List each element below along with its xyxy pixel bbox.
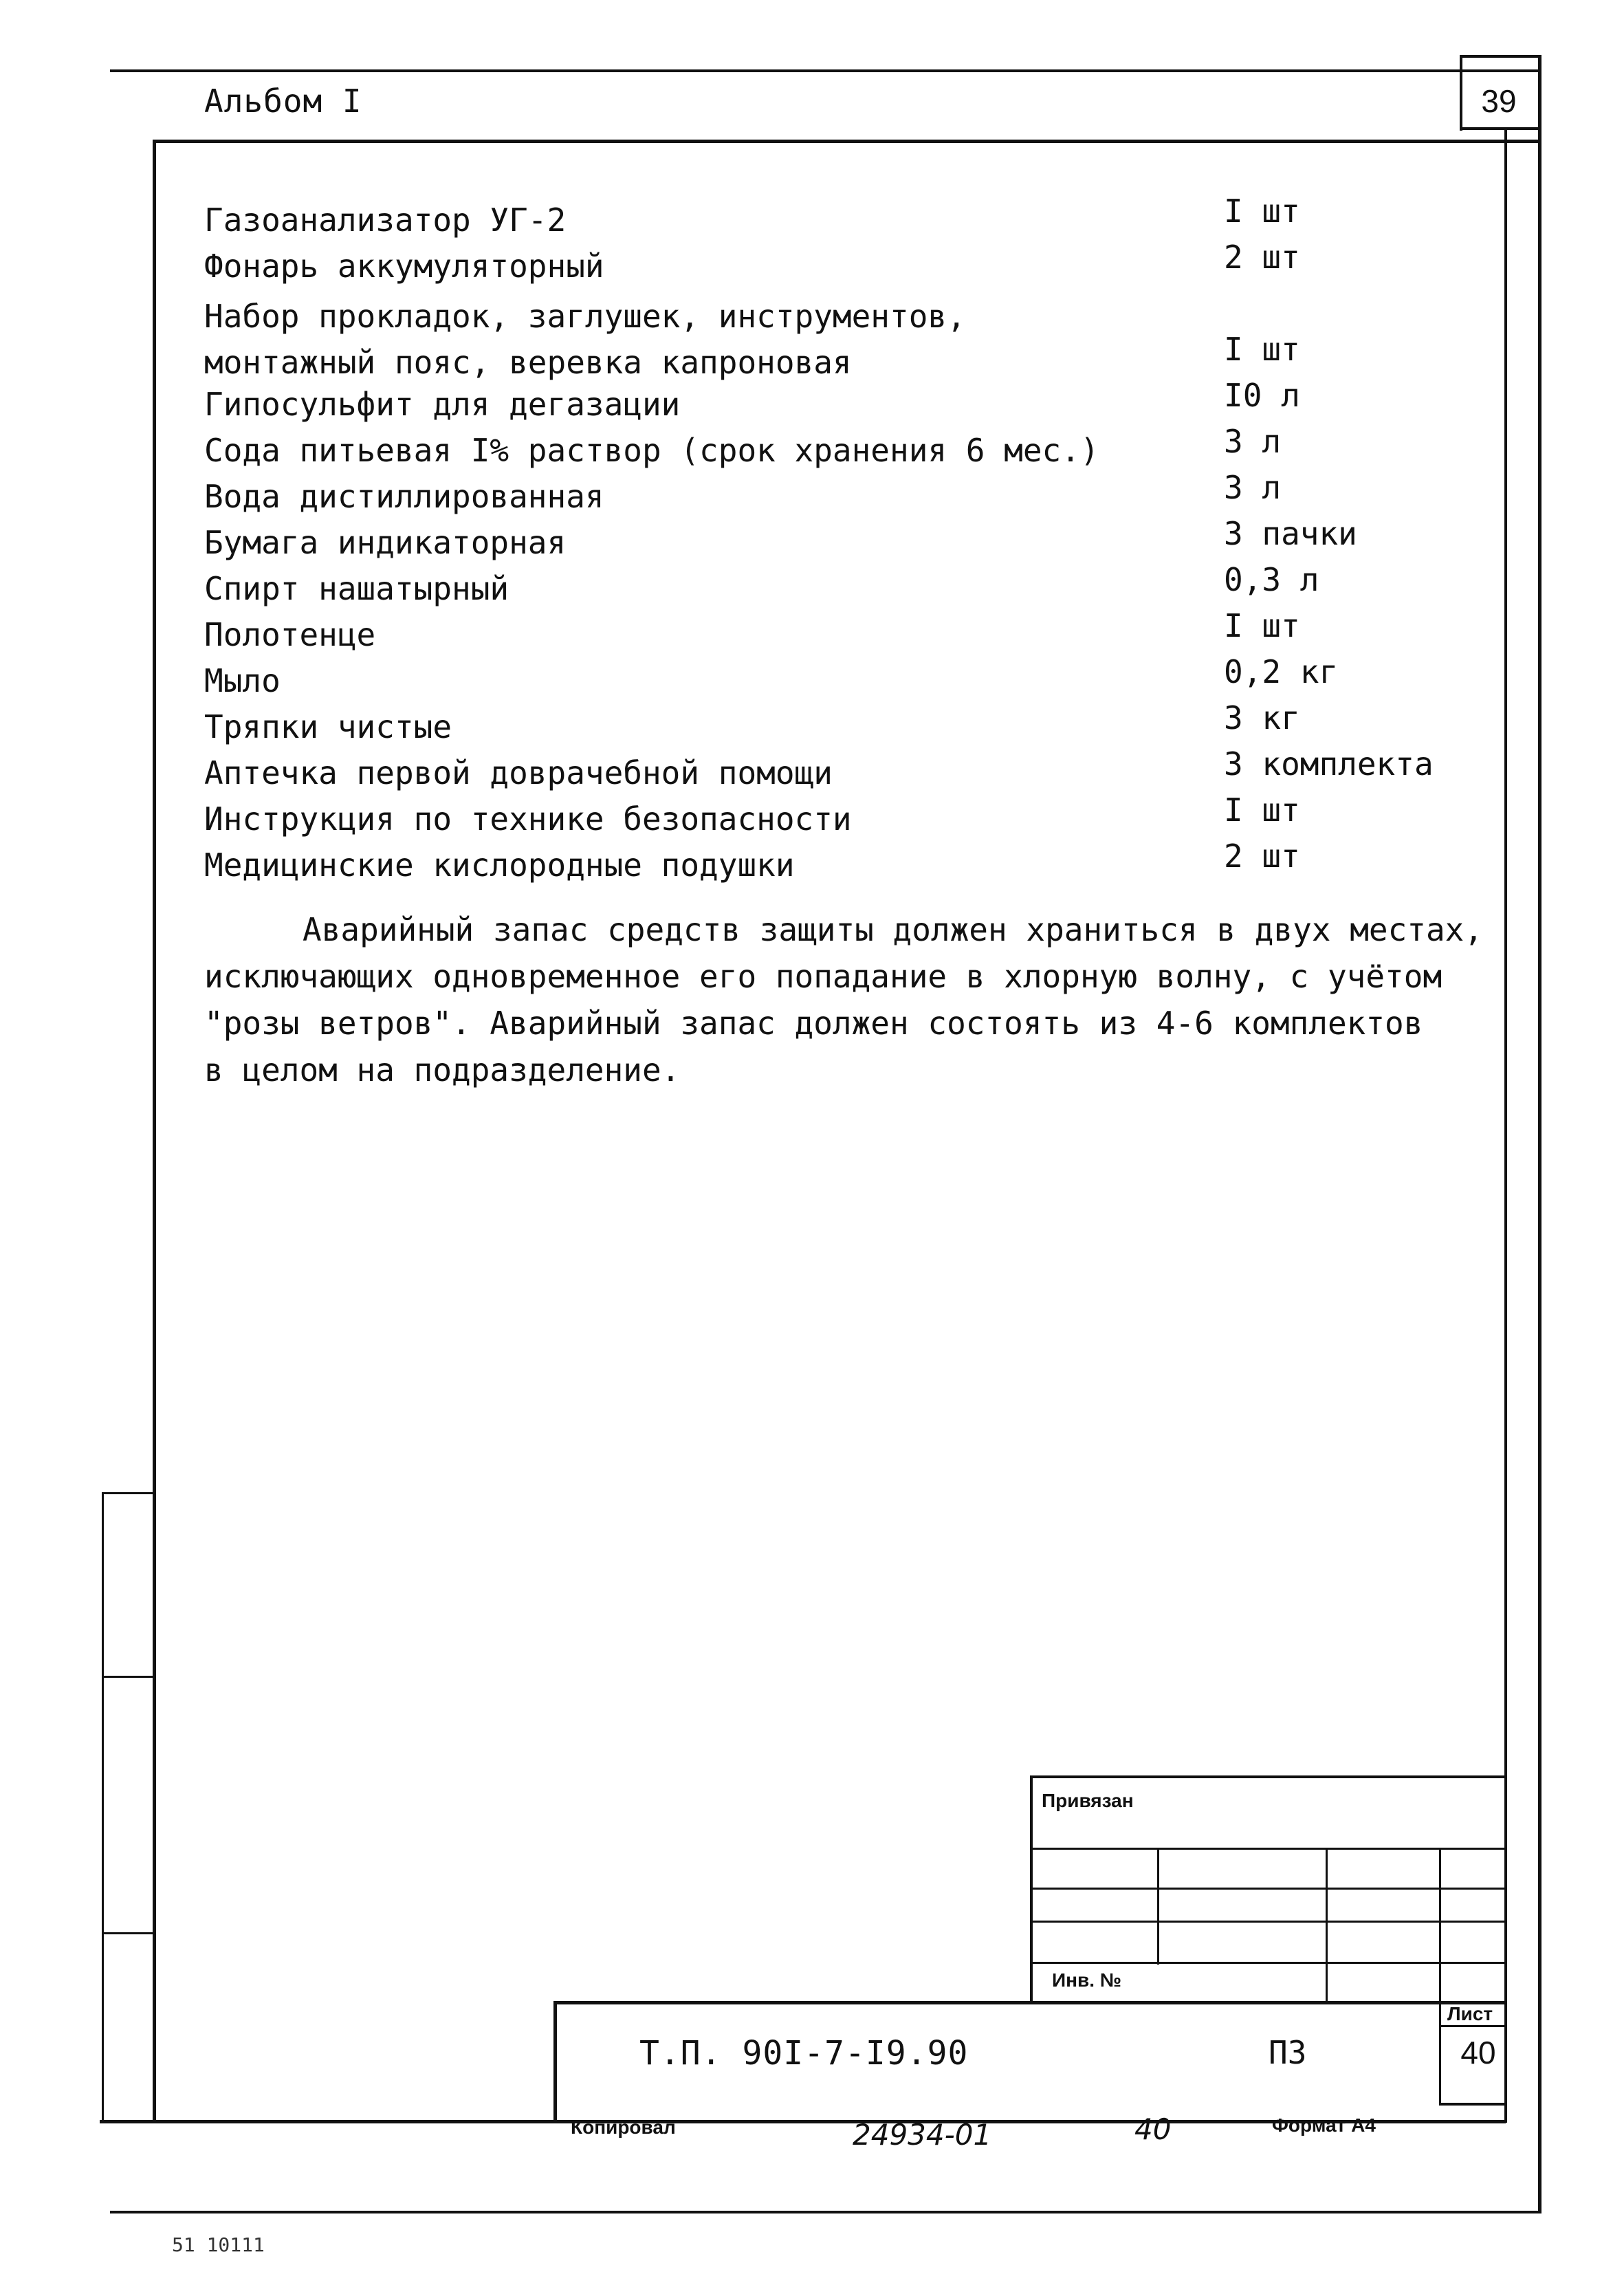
item-name: Бумага индикаторная bbox=[204, 524, 567, 561]
item-qty: 3 пачки bbox=[1224, 515, 1357, 552]
handwritten-number: 24934-01 bbox=[853, 2118, 992, 2152]
note-line: в целом на подразделение. bbox=[204, 1051, 681, 1089]
item-qty: I шт bbox=[1224, 791, 1300, 829]
list-item bbox=[204, 745, 1511, 800]
item-name: Вода дистиллированная bbox=[204, 478, 604, 515]
item-name: Аптечка первой доврачебной помощи bbox=[204, 754, 833, 791]
item-qty: 3 л bbox=[1224, 469, 1282, 506]
copied-label: Копировал bbox=[571, 2117, 676, 2138]
sheet-box-bottom bbox=[1460, 127, 1541, 130]
list-item bbox=[204, 838, 1511, 893]
item-qty: 0,3 л bbox=[1224, 561, 1319, 598]
stamp-v3 bbox=[1439, 1848, 1441, 2001]
document-section: ПЗ bbox=[1269, 2034, 1307, 2071]
list-item bbox=[204, 294, 1511, 386]
item-name: Гипосульфит для дегазации bbox=[204, 386, 681, 423]
stamp-main-top bbox=[553, 2001, 1506, 2004]
item-qty: I шт bbox=[1224, 607, 1300, 644]
stamp-h3 bbox=[1030, 1921, 1506, 1923]
equipment-list bbox=[204, 193, 1511, 893]
margin-box-v bbox=[102, 1492, 104, 2121]
item-qty: 2 шт bbox=[1224, 838, 1300, 875]
item-qty: 0,2 кг bbox=[1224, 653, 1339, 690]
list-item bbox=[204, 377, 1511, 432]
list-item bbox=[204, 791, 1511, 846]
stamp-h1 bbox=[1030, 1848, 1506, 1850]
stamp-list-h bbox=[1439, 2025, 1506, 2027]
item-name: Тряпки чистые bbox=[204, 708, 452, 745]
item-name: Фонарь аккумуляторный bbox=[204, 248, 604, 285]
sheet-number: 39 bbox=[1481, 83, 1517, 119]
item-name: Газоанализатор УГ-2 bbox=[204, 201, 567, 239]
item-name: Спирт нашатырный bbox=[204, 570, 509, 607]
item-qty: I шт bbox=[1224, 193, 1300, 230]
stamp-upper-left bbox=[1030, 1775, 1033, 2004]
item-name: Мыло bbox=[204, 662, 281, 699]
item-name-line: Набор прокладок, заглушек, инструментов, bbox=[204, 298, 966, 335]
item-name: Полотенце bbox=[204, 616, 376, 653]
handwritten-page: 40 bbox=[1134, 2112, 1172, 2146]
list-item bbox=[204, 193, 1511, 248]
stamp-main-left bbox=[553, 2001, 557, 2123]
margin-box-h1 bbox=[102, 1492, 154, 1494]
list-item bbox=[204, 423, 1511, 478]
format-label: Формат А4 bbox=[1272, 2114, 1376, 2136]
item-qty: I0 л bbox=[1224, 377, 1300, 414]
note-line: "розы ветров". Аварийный запас должен состоять из 4-6 комплектов bbox=[204, 1005, 1423, 1042]
list-item bbox=[204, 653, 1511, 708]
frame-right-outer bbox=[1538, 55, 1541, 2212]
stamp-h4 bbox=[1030, 1962, 1506, 1964]
item-qty: 3 комплекта bbox=[1224, 745, 1434, 783]
sheet-box-top bbox=[1460, 55, 1541, 58]
item-name bbox=[204, 294, 966, 386]
item-name: Инструкция по технике безопасности bbox=[204, 800, 852, 838]
note-line: Аварийный запас средств защиты должен храниться в двух местах, bbox=[303, 911, 1484, 948]
item-name: Сода питьевая I% раствор (срок хранения 6 мес.) bbox=[204, 432, 1099, 469]
margin-box-h2 bbox=[102, 1676, 154, 1678]
frame-left bbox=[153, 140, 156, 2123]
top-rule bbox=[110, 69, 1540, 72]
margin-box-h3 bbox=[102, 1932, 154, 1934]
album-title: Альбом I bbox=[204, 83, 362, 120]
list-item bbox=[204, 239, 1511, 294]
item-qty: 3 л bbox=[1224, 423, 1282, 460]
stamp-privyazan: Привязан bbox=[1042, 1790, 1134, 1811]
frame-top bbox=[155, 140, 1538, 143]
item-qty: I шт bbox=[1224, 331, 1300, 368]
stamp-inv-no: Инв. № bbox=[1052, 1969, 1122, 1991]
item-name: Медицинские кислородные подушки bbox=[204, 846, 795, 884]
stamp-list-label: Лист bbox=[1447, 2003, 1493, 2024]
list-number: 40 bbox=[1460, 2035, 1496, 2070]
item-name-line: монтажный пояс, веревка капроновая bbox=[204, 344, 852, 381]
stamp-list-bottom bbox=[1439, 2103, 1506, 2106]
stamp-upper-top bbox=[1030, 1775, 1506, 1778]
item-qty: 2 шт bbox=[1224, 239, 1300, 276]
stamp-v1 bbox=[1157, 1848, 1159, 1965]
item-qty: 3 кг bbox=[1224, 699, 1300, 736]
stamp-list-v bbox=[1439, 2001, 1441, 2106]
storage-note bbox=[204, 906, 1511, 1093]
stamp-h2 bbox=[1030, 1888, 1506, 1890]
bottom-number: 51 10111 bbox=[172, 2233, 265, 2256]
bottom-rule bbox=[110, 2211, 1541, 2213]
note-line: исключающих одновременное его попадание в хлорную волну, с учётом bbox=[204, 958, 1442, 995]
document-code: Т.П. 90I-7-I9.90 bbox=[639, 2034, 969, 2073]
stamp-v2 bbox=[1326, 1848, 1328, 2001]
list-item bbox=[204, 561, 1511, 616]
